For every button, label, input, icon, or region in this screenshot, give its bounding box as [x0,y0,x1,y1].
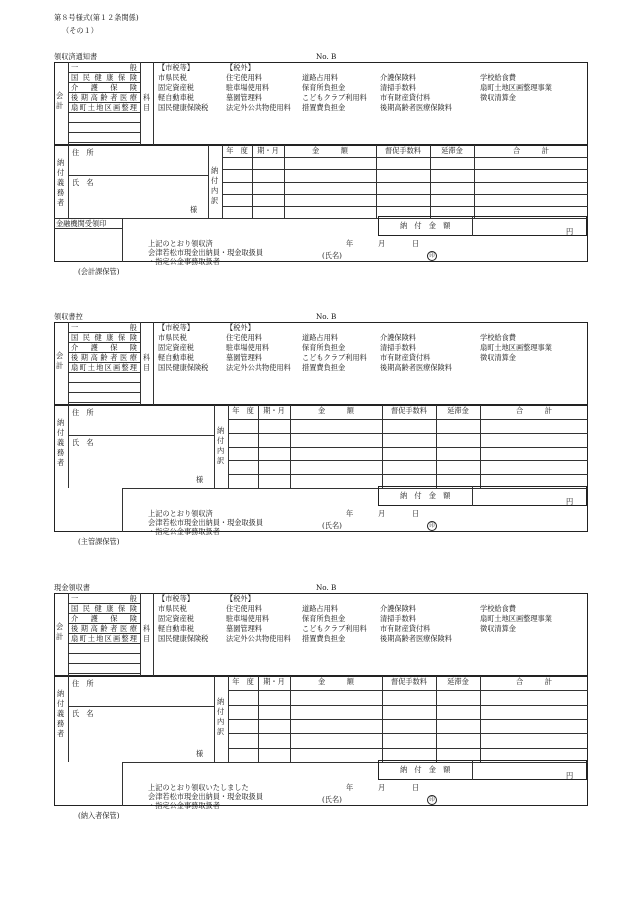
fee-item-label: 駐車場使用料 [226,82,270,92]
payer-vertical-label: 務 [57,448,65,457]
date-day: 日 [412,783,420,792]
detail-vertical-label: 納 [211,166,219,175]
fee-item-label: 扇町土地区画整理事業 [480,342,552,352]
detail-row-line [222,169,588,170]
date-year: 年 [346,509,354,518]
payer-detail-block [54,405,588,532]
fee-item-label: 徴収清算金 [480,92,516,102]
seal-mark: 印 [427,521,437,531]
date-month: 月 [378,509,386,518]
account-row-line [68,402,140,403]
account-name: 国民健康保険 [71,603,137,613]
kaikei-label: 会 [56,622,64,631]
account-name: 後期高齢者医療 [71,623,137,633]
kamoku-label: 科 [143,93,151,102]
total-amount-label: 納 付 金 額 [400,221,451,230]
detail-col-header: 督促手数料 [391,677,427,686]
total-amount-label: 納 付 金 額 [400,765,451,774]
account-name: 扇町土地区画整理 [71,362,137,372]
signer-name-label: (氏名) [322,795,342,804]
fee-item-label: 墓園管理料 [226,352,262,362]
fee-item-label: 【市税等】 [158,322,194,332]
detail-vertical-label: 納 [217,697,225,706]
fee-item-label: こどもクラブ利用料 [302,92,367,102]
receipt-statement: 上記のとおり領収いたしました [148,783,249,792]
kaikei-label: 計 [56,361,64,370]
fee-item-label: 市県民税 [158,332,187,342]
section-title: 現金領収書 [54,583,90,592]
kamoku-divider [153,593,154,676]
detail-row-line [222,206,588,207]
fee-item-label: 後期高齢者医療保険料 [380,633,452,643]
account-row-line [68,372,140,373]
fee-item-label: 国民健康保険税 [158,633,209,643]
kamoku-label: 目 [143,103,151,112]
signer-name-label: (氏名) [322,521,342,530]
receipt-number: No. B [316,52,337,61]
detail-row-line [228,705,588,706]
fee-item-label: 清掃手数料 [380,82,416,92]
fee-item-label: 【税外】 [226,322,255,332]
payer-vertical-label: 義 [57,178,65,187]
account-name: 扇町土地区画整理 [71,633,137,643]
fee-item-label: 徴収清算金 [480,623,516,633]
fee-item-label: 清掃手数料 [380,613,416,623]
payer-vertical-label: 務 [57,188,65,197]
detail-row-line [228,447,588,448]
kamoku-label: 目 [143,363,151,372]
keeper-note: (会計課保管) [78,267,120,276]
detail-left-border [214,405,215,488]
fee-item-label: 軽自動車税 [158,92,194,102]
fee-item-label: 【税外】 [226,593,255,603]
account-row-line [68,392,140,393]
account-name: 国民健康保険 [71,332,137,342]
sheet-number-label: （その１） [62,26,98,35]
payer-vertical-label: 付 [57,168,65,177]
sama-honorific: 様 [196,475,204,484]
payer-vertical-label: 納 [57,689,65,698]
payer-label-divider [68,676,69,762]
bank-stamp-label: 金融機関受領印 [56,219,107,228]
account-row-line [68,643,140,644]
fee-item-label: 墓園管理料 [226,623,262,633]
detail-vertical-label: 訳 [217,727,225,736]
account-name: 後期高齢者医療 [71,92,137,102]
payer-detail-block [54,676,588,806]
detail-col-header: 期・月 [263,406,285,415]
detail-vertical-label: 訳 [211,196,219,205]
account-name: 介 護 保 険 [71,82,137,92]
fee-item-label: 住宅使用料 [226,332,262,342]
total-label-divider [472,486,473,506]
account-row-line [68,112,140,113]
section-title: 領収済通知書 [54,52,98,61]
fee-item-label: 保育所負担金 [302,342,346,352]
payer-vertical-label: 付 [57,699,65,708]
fee-item-label: 道路占用料 [302,72,338,82]
fee-item-label: 道路占用料 [302,332,338,342]
total-label-divider [472,760,473,780]
account-name: 扇町土地区画整理 [71,102,137,112]
keeper-note: (納入者保管) [78,811,120,820]
kamoku-label: 科 [143,353,151,362]
kaikei-label: 会 [56,351,64,360]
fee-item-label: 固定資産税 [158,342,194,352]
fee-item-label: 【市税等】 [158,62,194,72]
yen-unit: 円 [566,497,574,506]
payer-vertical-label: 付 [57,428,65,437]
kaikei-label: 計 [56,101,64,110]
detail-vertical-label: 付 [217,436,225,445]
fee-item-label: こどもクラブ利用料 [302,623,367,633]
fee-item-label: 学校給食費 [480,332,516,342]
stamp-area-divider [122,762,123,806]
name-label: 氏 名 [72,438,94,447]
designated-handler-title: ・指定公金事務取扱者 [148,527,220,536]
receipt-statement: 上記のとおり領収済 [148,509,213,518]
detail-row-line [222,182,588,183]
total-amount-label: 納 付 金 額 [400,491,451,500]
account-name: 一 般 [71,322,137,332]
yen-unit: 円 [566,771,574,780]
payer-vertical-label: 納 [57,418,65,427]
fee-item-label: 措置費負担金 [302,362,346,372]
payer-vertical-label: 義 [57,438,65,447]
name-label: 氏 名 [72,709,94,718]
date-day: 日 [412,509,420,518]
detail-left-border [214,676,215,762]
account-row-line [68,673,140,674]
date-year: 年 [346,783,354,792]
detail-vertical-label: 内 [217,717,225,726]
detail-vertical-label: 内 [217,446,225,455]
payer-vertical-label: 者 [57,198,65,207]
fee-item-label: 道路占用料 [302,603,338,613]
fee-item-label: 法定外公共物使用料 [226,102,291,112]
fee-item-label: 国民健康保険税 [158,102,209,112]
account-row-line [68,382,140,383]
date-month: 月 [378,239,386,248]
detail-left-border [208,145,209,218]
fee-item-label: 扇町土地区画整理事業 [480,82,552,92]
payer-label-divider [68,405,69,488]
detail-col-header: 金 額 [312,146,348,155]
date-year: 年 [346,239,354,248]
fee-item-label: 墓園管理料 [226,92,262,102]
receipt-number: No. B [316,583,337,592]
sama-honorific: 様 [196,749,204,758]
fee-item-label: 軽自動車税 [158,352,194,362]
fee-item-label: 市有財産貸付料 [380,623,431,633]
seal-mark: 印 [427,251,437,261]
kaikei-label: 計 [56,632,64,641]
account-name: 介 護 保 険 [71,342,137,352]
fee-item-label: 軽自動車税 [158,623,194,633]
detail-vertical-label: 訳 [217,456,225,465]
detail-col-header: 金 額 [318,677,354,686]
address-label: 住 所 [72,408,94,417]
fee-item-label: 学校給食費 [480,72,516,82]
detail-col-header: 年 度 [232,406,254,415]
form-number-label: 第８号様式(第１２条関係) [54,13,139,22]
detail-row-line [228,690,588,691]
fee-item-label: 市有財産貸付料 [380,352,431,362]
detail-col-header: 合 計 [516,677,552,686]
fee-item-label: 法定外公共物使用料 [226,633,291,643]
receipt-number: No. B [316,312,337,321]
account-list-divider [140,593,141,676]
signer-name-label: (氏名) [322,251,342,260]
detail-col-header: 期・月 [257,146,279,155]
account-row-line [68,653,140,654]
detail-col-header: 延滞金 [441,146,463,155]
kamoku-divider [153,322,154,405]
account-name: 国民健康保険 [71,72,137,82]
detail-col-header: 年 度 [232,677,254,686]
fee-item-label: 介護保険料 [380,332,416,342]
payer-vertical-label: 者 [57,458,65,467]
address-name-divider [68,706,214,707]
detail-row-line [228,419,588,420]
account-row-line [68,122,140,123]
account-name: 後期高齢者医療 [71,352,137,362]
designated-handler-title: ・指定公金事務取扱者 [148,257,220,266]
keeper-note: (主管課保管) [78,537,120,546]
payer-vertical-label: 納 [57,158,65,167]
account-row-line [68,663,140,664]
fee-item-label: 清掃手数料 [380,342,416,352]
fee-item-label: 駐車場使用料 [226,613,270,623]
payer-vertical-label: 務 [57,719,65,728]
date-month: 月 [378,783,386,792]
fee-item-label: 市有財産貸付料 [380,92,431,102]
date-day: 日 [412,239,420,248]
fee-item-label: 保育所負担金 [302,82,346,92]
fee-item-label: 扇町土地区画整理事業 [480,613,552,623]
fee-item-label: 国民健康保険税 [158,362,209,372]
kamoku-label: 科 [143,624,151,633]
stamp-area-divider [122,488,123,532]
fee-item-label: 固定資産税 [158,613,194,623]
detail-col-header: 金 額 [318,406,354,415]
payer-detail-block [54,145,588,262]
cashier-title: 会津若松市現金出納員・現金取扱員 [148,518,264,527]
fee-item-label: 固定資産税 [158,82,194,92]
detail-col-header: 合 計 [516,406,552,415]
kamoku-label: 目 [143,634,151,643]
payer-vertical-label: 者 [57,729,65,738]
yen-unit: 円 [566,227,574,236]
fee-item-label: 介護保険料 [380,603,416,613]
receipt-statement: 上記のとおり領収済 [148,239,213,248]
detail-row-line [222,194,588,195]
detail-col-header: 合 計 [513,146,549,155]
fee-item-label: 学校給食費 [480,603,516,613]
fee-item-label: 措置費負担金 [302,633,346,643]
detail-col-header: 督促手数料 [391,406,427,415]
address-label: 住 所 [72,679,94,688]
kaikei-label: 会 [56,91,64,100]
account-list-divider [140,62,141,145]
fee-item-label: 【税外】 [226,62,255,72]
fee-item-label: 法定外公共物使用料 [226,362,291,372]
detail-row-line [228,474,588,475]
detail-col-header: 延滞金 [447,406,469,415]
detail-col-header: 年 度 [226,146,248,155]
address-label: 住 所 [72,148,94,157]
detail-vertical-label: 付 [217,707,225,716]
total-label-divider [472,216,473,236]
fee-item-label: 駐車場使用料 [226,342,270,352]
stamp-area-divider [122,218,123,262]
detail-row-line [228,748,588,749]
payer-label-divider [68,145,69,218]
detail-vertical-label: 納 [217,426,225,435]
detail-vertical-label: 内 [211,186,219,195]
fee-item-label: 【市税等】 [158,593,194,603]
designated-handler-title: ・指定公金事務取扱者 [148,801,220,810]
detail-row-line [228,719,588,720]
fee-item-label: 保育所負担金 [302,613,346,623]
detail-row-line [228,460,588,461]
account-name: 一 般 [71,593,137,603]
fee-item-label: 市県民税 [158,72,187,82]
fee-item-label: 介護保険料 [380,72,416,82]
detail-col-header: 督促手数料 [385,146,421,155]
payer-vertical-label: 義 [57,709,65,718]
address-name-divider [68,175,208,176]
detail-row-line [228,733,588,734]
name-label: 氏 名 [72,178,94,187]
kamoku-divider [153,62,154,145]
cashier-title: 会津若松市現金出納員・現金取扱員 [148,248,264,257]
detail-row-line [222,157,588,158]
detail-row-line [228,433,588,434]
account-name: 介 護 保 険 [71,613,137,623]
fee-item-label: 徴収清算金 [480,352,516,362]
detail-vertical-label: 付 [211,176,219,185]
section-title: 領収書控 [54,312,83,321]
account-name: 一 般 [71,62,137,72]
account-row-line [68,142,140,143]
detail-col-header: 期・月 [263,677,285,686]
detail-col-header: 延滞金 [447,677,469,686]
fee-item-label: 後期高齢者医療保険料 [380,362,452,372]
fee-item-label: こどもクラブ利用料 [302,352,367,362]
cashier-title: 会津若松市現金出納員・現金取扱員 [148,792,264,801]
fee-item-label: 後期高齢者医療保険料 [380,102,452,112]
bank-stamp-underline [54,228,122,229]
account-list-divider [140,322,141,405]
fee-item-label: 住宅使用料 [226,603,262,613]
address-name-divider [68,435,214,436]
sama-honorific: 様 [190,205,198,214]
seal-mark: 印 [427,795,437,805]
account-row-line [68,132,140,133]
fee-item-label: 措置費負担金 [302,102,346,112]
fee-item-label: 住宅使用料 [226,72,262,82]
fee-item-label: 市県民税 [158,603,187,613]
